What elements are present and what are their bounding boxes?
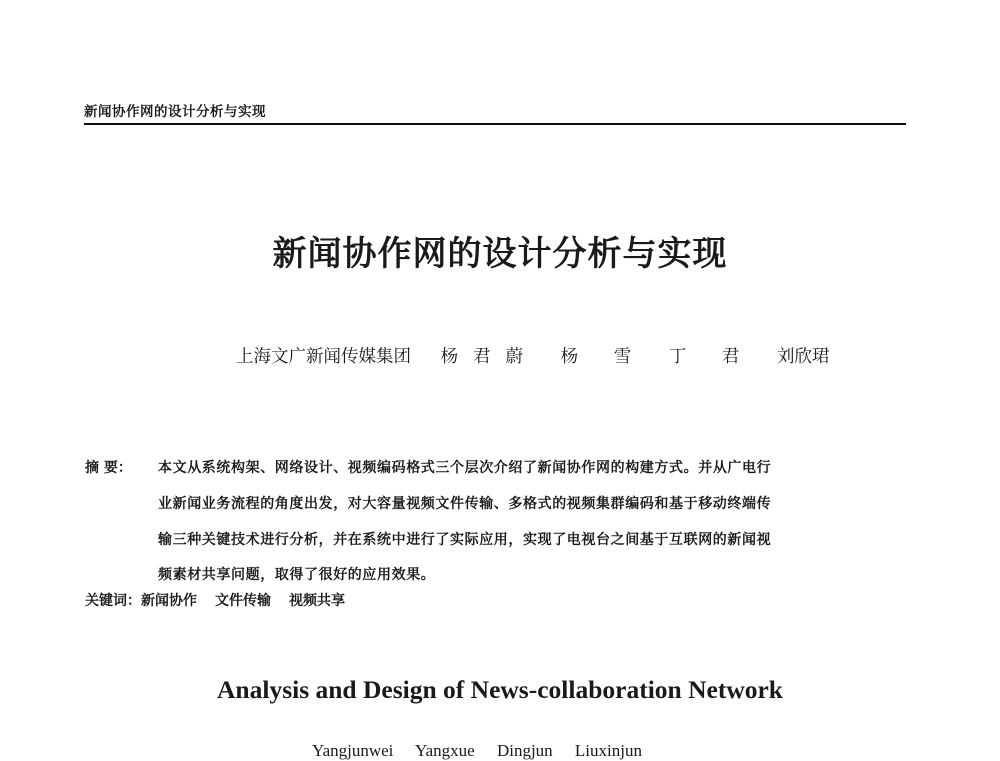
author-name: 刘欣珺 — [776, 347, 830, 367]
author-name: 丁 君 — [668, 347, 755, 367]
abstract-line: 本文从系统构架、网络设计、视频编码格式三个层次介绍了新闻协作网的构建方式。并从广电行 — [158, 460, 772, 476]
running-header-text: 新闻协作网的设计分析与实现 — [84, 104, 266, 120]
keyword: 文件传输 — [215, 593, 271, 609]
keyword: 视频共享 — [289, 593, 345, 609]
keywords-section — [85, 590, 363, 610]
author-line-cn — [236, 343, 846, 368]
author-name-en: Yangxue — [415, 741, 475, 760]
author-name: 杨 雪 — [560, 347, 647, 367]
abstract-line: 业新闻业务流程的角度出发，对大容量视频文件传输、多格式的视频集群编码和基于移动终端传 — [158, 496, 772, 512]
abstract-label: 摘 要： — [85, 460, 132, 476]
author-name: 杨君蔚 — [440, 347, 539, 367]
author-name-en: Dingjun — [496, 741, 553, 760]
paper-title-cn: 新闻协作网的设计分析与实现 — [272, 234, 728, 274]
abstract-line: 输三种关键技术进行分析，并在系统中进行了实际应用，实现了电视台之间基于互联网的新闻视 — [158, 532, 772, 548]
paper-title-en: Analysis and Design of News-collaboration Network — [217, 675, 783, 704]
abstract-line: 频素材共享问题，取得了很好的应用效果。 — [158, 567, 436, 583]
author-name-en: Yangjunwei — [312, 741, 394, 760]
author-name-en: Liuxinjun — [574, 741, 642, 760]
author-line-en — [312, 741, 660, 761]
keywords-label: 关键词： — [85, 593, 141, 609]
author-organization: 上海文广新闻传媒集团 — [236, 347, 411, 367]
keyword: 新闻协作 — [141, 593, 197, 609]
running-header — [84, 98, 906, 125]
